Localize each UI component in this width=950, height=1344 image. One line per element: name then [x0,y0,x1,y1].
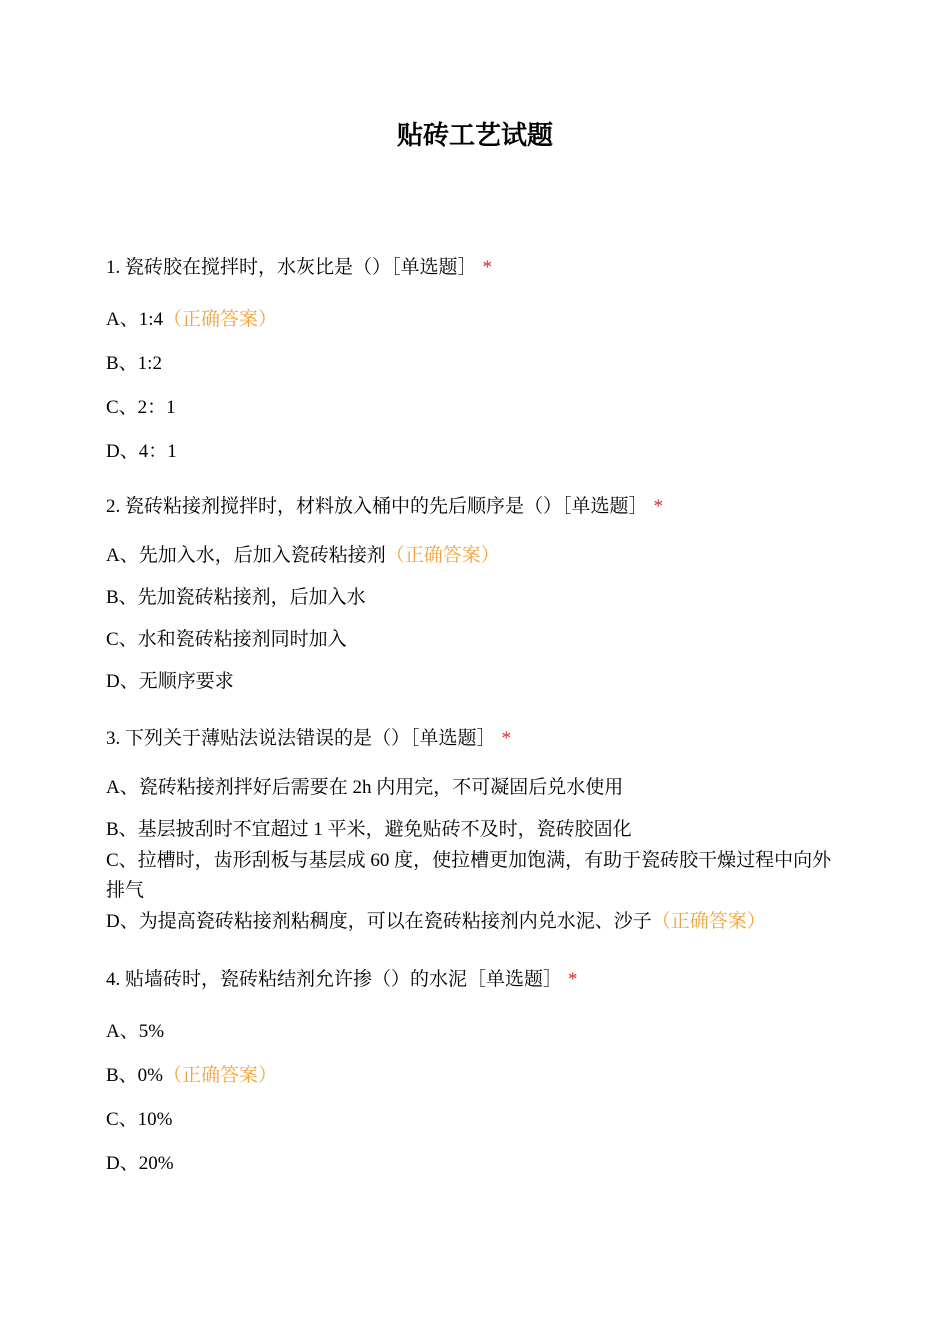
question-text: 4. 贴墙砖时，瓷砖粘结剂允许掺（）的水泥［单选题］ [106,969,563,990]
q3-option-a: A、瓷砖粘接剂拌好后需要在 2h 内用完，不可凝固后兑水使用 [106,777,624,798]
q1-option-d: D、4：1 [106,441,177,462]
correct-answer-label: （正确答案） [163,309,278,330]
q2-option-b: B、先加瓷砖粘接剂，后加入水 [106,587,366,608]
correct-answer-label: （正确答案） [163,1065,278,1086]
option-text: B、0% [106,1065,164,1086]
question-4 [106,965,846,995]
q1-option-c: C、2：1 [106,397,176,418]
required-mark: * [653,496,664,517]
q2-option-c: C、水和瓷砖粘接剂同时加入 [106,629,347,650]
question-text: 1. 瓷砖胶在搅拌时，水灰比是（）［单选题］ [106,257,477,278]
correct-answer-label: （正确答案） [651,911,766,932]
page-title: 贴砖工艺试题 [396,121,553,151]
question-3 [106,724,846,754]
question-text: 2. 瓷砖粘接剂搅拌时，材料放入桶中的先后顺序是（）［单选题］ [106,496,648,517]
q2-option-a [106,541,846,571]
q4-option-d: D、20% [106,1153,174,1174]
question-1 [106,253,846,283]
q1-option-a [106,305,846,335]
correct-answer-label: （正确答案） [385,545,500,566]
option-text: A、1:4 [106,309,164,330]
q4-option-b [106,1061,846,1091]
question-2 [106,492,846,522]
required-mark: * [568,969,578,990]
q4-option-c: C、10% [106,1109,173,1130]
q1-option-b: B、1:2 [106,353,162,374]
q3-option-b: B、基层披刮时不宜超过 1 平米，避免贴砖不及时，瓷砖胶固化 [106,819,632,840]
q2-option-d: D、无顺序要求 [106,671,234,692]
option-text: D、为提高瓷砖粘接剂粘稠度，可以在瓷砖粘接剂内兑水泥、沙子 [106,911,652,932]
q3-option-c: C、拉槽时，齿形刮板与基层成 60 度，使拉槽更加饱满，有助于瓷砖胶干燥过程中向外排气 [106,850,832,901]
required-mark: * [501,728,512,749]
option-text: A、先加入水，后加入瓷砖粘接剂 [106,545,386,566]
q4-option-a: A、5% [106,1021,165,1042]
required-mark: * [482,257,493,278]
question-text: 3. 下列关于薄贴法说法错误的是（）［单选题］ [106,728,496,749]
q3-option-d [106,907,846,937]
